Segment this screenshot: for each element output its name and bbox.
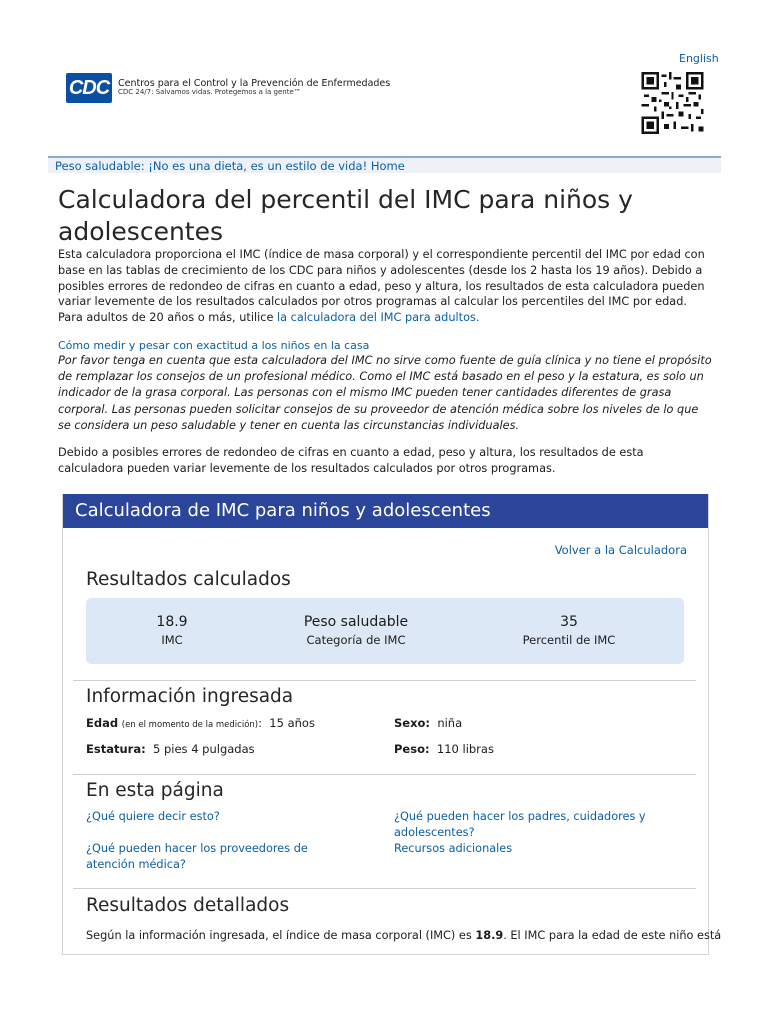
result-bmi [82, 614, 262, 647]
how-to-measure-link[interactable]: Cómo medir y pesar con exactitud a los niños en la casa [58, 339, 370, 352]
section-divider [73, 774, 696, 775]
toc-what-does-this-mean-link[interactable]: ¿Qué quiere decir esto? [86, 810, 220, 823]
detailed-results-title: Resultados detallados [86, 895, 290, 916]
cdc-logo-mark: CDC [66, 73, 112, 103]
detailed-results-text [86, 928, 722, 942]
page-title: Calculadora del percentil del IMC para niños y adolescentes [58, 185, 633, 246]
result-label: Percentil de IMC [522, 633, 616, 647]
qr-code-icon [640, 72, 705, 134]
detail-text-prefix: Según la información ingresada, el índice de masa corporal (IMC) es [86, 929, 476, 942]
cdc-logo[interactable] [66, 73, 390, 103]
age-note: (en el momento de la medición) [121, 720, 259, 730]
intro-text: Esta calculadora proporciona el IMC (índice de masa corporal) y el correspondiente percentil del IMC por edad con base en las tablas de crecimiento de los CDC para niños y adolescentes (desde los 2 hasta los 19 años). Debido a posibles errores de redondeo de cifras en cuanto a edad, peso y altura, los resultados de esta calculadora pueden variar levemente de los resultados calculados por otros programas al calcular los percentiles del IMC por edad. Para adultos de 20 años o más, utilice [58, 248, 705, 325]
toc-additional-resources-link[interactable]: Recursos adicionales [394, 842, 513, 855]
height-field [86, 742, 255, 756]
disclaimer-note: Por favor tenga en cuenta que esta calculadora del IMC no sirve como fuente de guía clínica y no tiene el propósito de remplazar los consejos de un profesional médico. Como el IMC está basado en el peso y la estatura, es solo un indicador de la grasa corporal. Las personas con el mismo IMC pueden tener cantidades diferentes de grasa corporal. Las personas pueden solicitar consejos de su proveedor de atención médica sobre los niveles de lo que se considera un peso saludable y tener en cuenta las circunstancias individuales. [58, 354, 712, 432]
sex-field [394, 716, 462, 730]
section-divider [73, 888, 696, 889]
result-category [266, 614, 446, 647]
detail-text-suffix: . El IMC para la edad de este niño está [503, 929, 722, 942]
section-divider [73, 680, 696, 681]
age-value: 15 años [269, 716, 315, 730]
sex-label: Sexo: [394, 716, 430, 730]
result-label: IMC [161, 633, 183, 647]
input-info-title: Información ingresada [86, 686, 294, 707]
sex-value: niña [437, 716, 463, 730]
breadcrumb-home-link[interactable]: Peso saludable: ¡No es una dieta, es un estilo de vida! Home [55, 159, 405, 173]
cdc-logo-name: Centros para el Control y la Prevención de Enfermedades [118, 78, 391, 90]
weight-value: 110 libras [436, 742, 494, 756]
calculator-card-header: Calculadora de IMC para niños y adolescentes [63, 494, 708, 528]
rounding-note: Debido a posibles errores de redondeo de cifras en cuanto a edad, peso y altura, los resultados de esta calculadora pueden variar levemente de los resultados calculados por otros programas. [58, 446, 644, 475]
on-this-page-title: En esta página [86, 780, 224, 801]
toc-healthcare-providers-link[interactable]: ¿Qué pueden hacer los proveedores de atención médica? [86, 842, 308, 871]
back-to-calculator-link[interactable]: Volver a la Calculadora [554, 543, 687, 557]
height-value: 5 pies 4 pulgadas [153, 742, 255, 756]
intro-paragraph [58, 247, 708, 326]
detail-bmi-value: 18.9 [475, 929, 504, 942]
height-label: Estatura: [86, 742, 146, 756]
toc-parents-link[interactable]: ¿Qué pueden hacer los padres, cuidadores y adolescentes? [394, 810, 646, 839]
calculator-card [62, 494, 722, 955]
result-value: 35 [560, 614, 578, 630]
result-percentile [479, 614, 659, 647]
cdc-logo-tagline: CDC 24/7: Salvamos vidas. Protegemos a la gente™ [118, 88, 301, 97]
breadcrumb [48, 156, 721, 173]
result-label: Categoría de IMC [306, 633, 406, 647]
language-link-english[interactable]: English [679, 52, 719, 65]
result-value: 18.9 [156, 614, 188, 630]
adult-calculator-link[interactable]: la calculadora del IMC para adultos. [277, 311, 480, 325]
weight-label: Peso: [394, 742, 430, 756]
results-title: Resultados calculados [86, 569, 291, 590]
results-summary [86, 598, 684, 664]
age-label: Edad [86, 716, 119, 730]
result-value: Peso saludable [303, 614, 409, 630]
weight-field [394, 742, 494, 756]
age-field: Edad (en el momento de la medición): 15 años [86, 716, 315, 730]
